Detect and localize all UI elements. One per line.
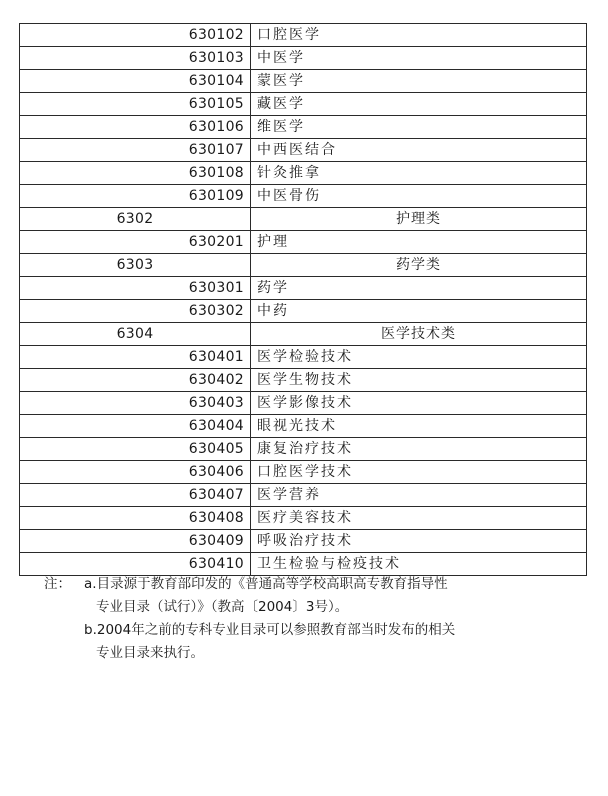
category-name: 护理类 bbox=[251, 208, 587, 231]
note-b-text-2: 专业目录来执行。 bbox=[96, 645, 204, 661]
major-name: 医疗美容技术 bbox=[251, 507, 587, 530]
major-catalog-table bbox=[19, 23, 587, 576]
category-code: 6302 bbox=[20, 208, 251, 231]
major-name: 卫生检验与检疫技术 bbox=[251, 553, 587, 576]
category-code: 6303 bbox=[20, 254, 251, 277]
major-name: 口腔医学技术 bbox=[251, 461, 587, 484]
major-code: 630201 bbox=[20, 231, 251, 254]
category-name: 医学技术类 bbox=[251, 323, 587, 346]
major-code: 630107 bbox=[20, 139, 251, 162]
major-code: 630404 bbox=[20, 415, 251, 438]
major-name: 中药 bbox=[251, 300, 587, 323]
major-code: 630406 bbox=[20, 461, 251, 484]
major-row bbox=[20, 507, 587, 530]
note-b bbox=[44, 619, 584, 665]
major-name: 蒙医学 bbox=[251, 70, 587, 93]
major-row bbox=[20, 70, 587, 93]
note-a-first-line bbox=[84, 573, 584, 596]
category-row bbox=[20, 323, 587, 346]
major-row bbox=[20, 277, 587, 300]
major-row bbox=[20, 484, 587, 507]
major-name: 中西医结合 bbox=[251, 139, 587, 162]
major-name: 医学营养 bbox=[251, 484, 587, 507]
note-b-text-1: 2004年之前的专科专业目录可以参照教育部当时发布的相关 bbox=[96, 622, 456, 638]
major-name: 眼视光技术 bbox=[251, 415, 587, 438]
major-name: 医学检验技术 bbox=[251, 346, 587, 369]
major-row bbox=[20, 24, 587, 47]
note-a-marker: a. bbox=[84, 576, 97, 592]
category-row bbox=[20, 208, 587, 231]
major-name: 药学 bbox=[251, 277, 587, 300]
note-b-first-line bbox=[84, 619, 584, 642]
note-a-text-2: 专业目录（试行）》（教高〔2004〕3号）。 bbox=[96, 599, 349, 615]
major-row bbox=[20, 369, 587, 392]
category-code: 6304 bbox=[20, 323, 251, 346]
major-code: 630103 bbox=[20, 47, 251, 70]
major-row bbox=[20, 139, 587, 162]
major-row bbox=[20, 185, 587, 208]
major-catalog-body bbox=[20, 24, 587, 576]
major-row bbox=[20, 231, 587, 254]
notes-section bbox=[44, 573, 584, 665]
major-name: 口腔医学 bbox=[251, 24, 587, 47]
major-row bbox=[20, 392, 587, 415]
major-code: 630302 bbox=[20, 300, 251, 323]
major-row bbox=[20, 530, 587, 553]
major-name: 医学生物技术 bbox=[251, 369, 587, 392]
major-code: 630409 bbox=[20, 530, 251, 553]
major-name: 呼吸治疗技术 bbox=[251, 530, 587, 553]
major-code: 630407 bbox=[20, 484, 251, 507]
major-row bbox=[20, 346, 587, 369]
major-code: 630109 bbox=[20, 185, 251, 208]
note-b-marker: b. bbox=[84, 622, 97, 638]
note-a-text-1: 目录源于教育部印发的《普通高等学校高职高专教育指导性 bbox=[96, 576, 448, 592]
major-name: 针灸推拿 bbox=[251, 162, 587, 185]
major-code: 630108 bbox=[20, 162, 251, 185]
major-code: 630401 bbox=[20, 346, 251, 369]
major-code: 630301 bbox=[20, 277, 251, 300]
major-code: 630408 bbox=[20, 507, 251, 530]
major-code: 630405 bbox=[20, 438, 251, 461]
note-a bbox=[44, 573, 584, 619]
major-name: 中医骨伤 bbox=[251, 185, 587, 208]
major-row bbox=[20, 93, 587, 116]
major-code: 630102 bbox=[20, 24, 251, 47]
notes-label: 注： bbox=[44, 576, 71, 592]
major-name: 康复治疗技术 bbox=[251, 438, 587, 461]
major-name: 维医学 bbox=[251, 116, 587, 139]
major-code: 630106 bbox=[20, 116, 251, 139]
major-code: 630105 bbox=[20, 93, 251, 116]
major-row bbox=[20, 461, 587, 484]
category-row bbox=[20, 254, 587, 277]
major-code: 630402 bbox=[20, 369, 251, 392]
major-code: 630104 bbox=[20, 70, 251, 93]
major-name: 护理 bbox=[251, 231, 587, 254]
major-row bbox=[20, 415, 587, 438]
major-code: 630403 bbox=[20, 392, 251, 415]
major-code: 630410 bbox=[20, 553, 251, 576]
major-name: 中医学 bbox=[251, 47, 587, 70]
major-name: 藏医学 bbox=[251, 93, 587, 116]
major-row bbox=[20, 116, 587, 139]
major-row bbox=[20, 300, 587, 323]
major-row bbox=[20, 438, 587, 461]
major-row bbox=[20, 162, 587, 185]
major-name: 医学影像技术 bbox=[251, 392, 587, 415]
major-row bbox=[20, 47, 587, 70]
category-name: 药学类 bbox=[251, 254, 587, 277]
